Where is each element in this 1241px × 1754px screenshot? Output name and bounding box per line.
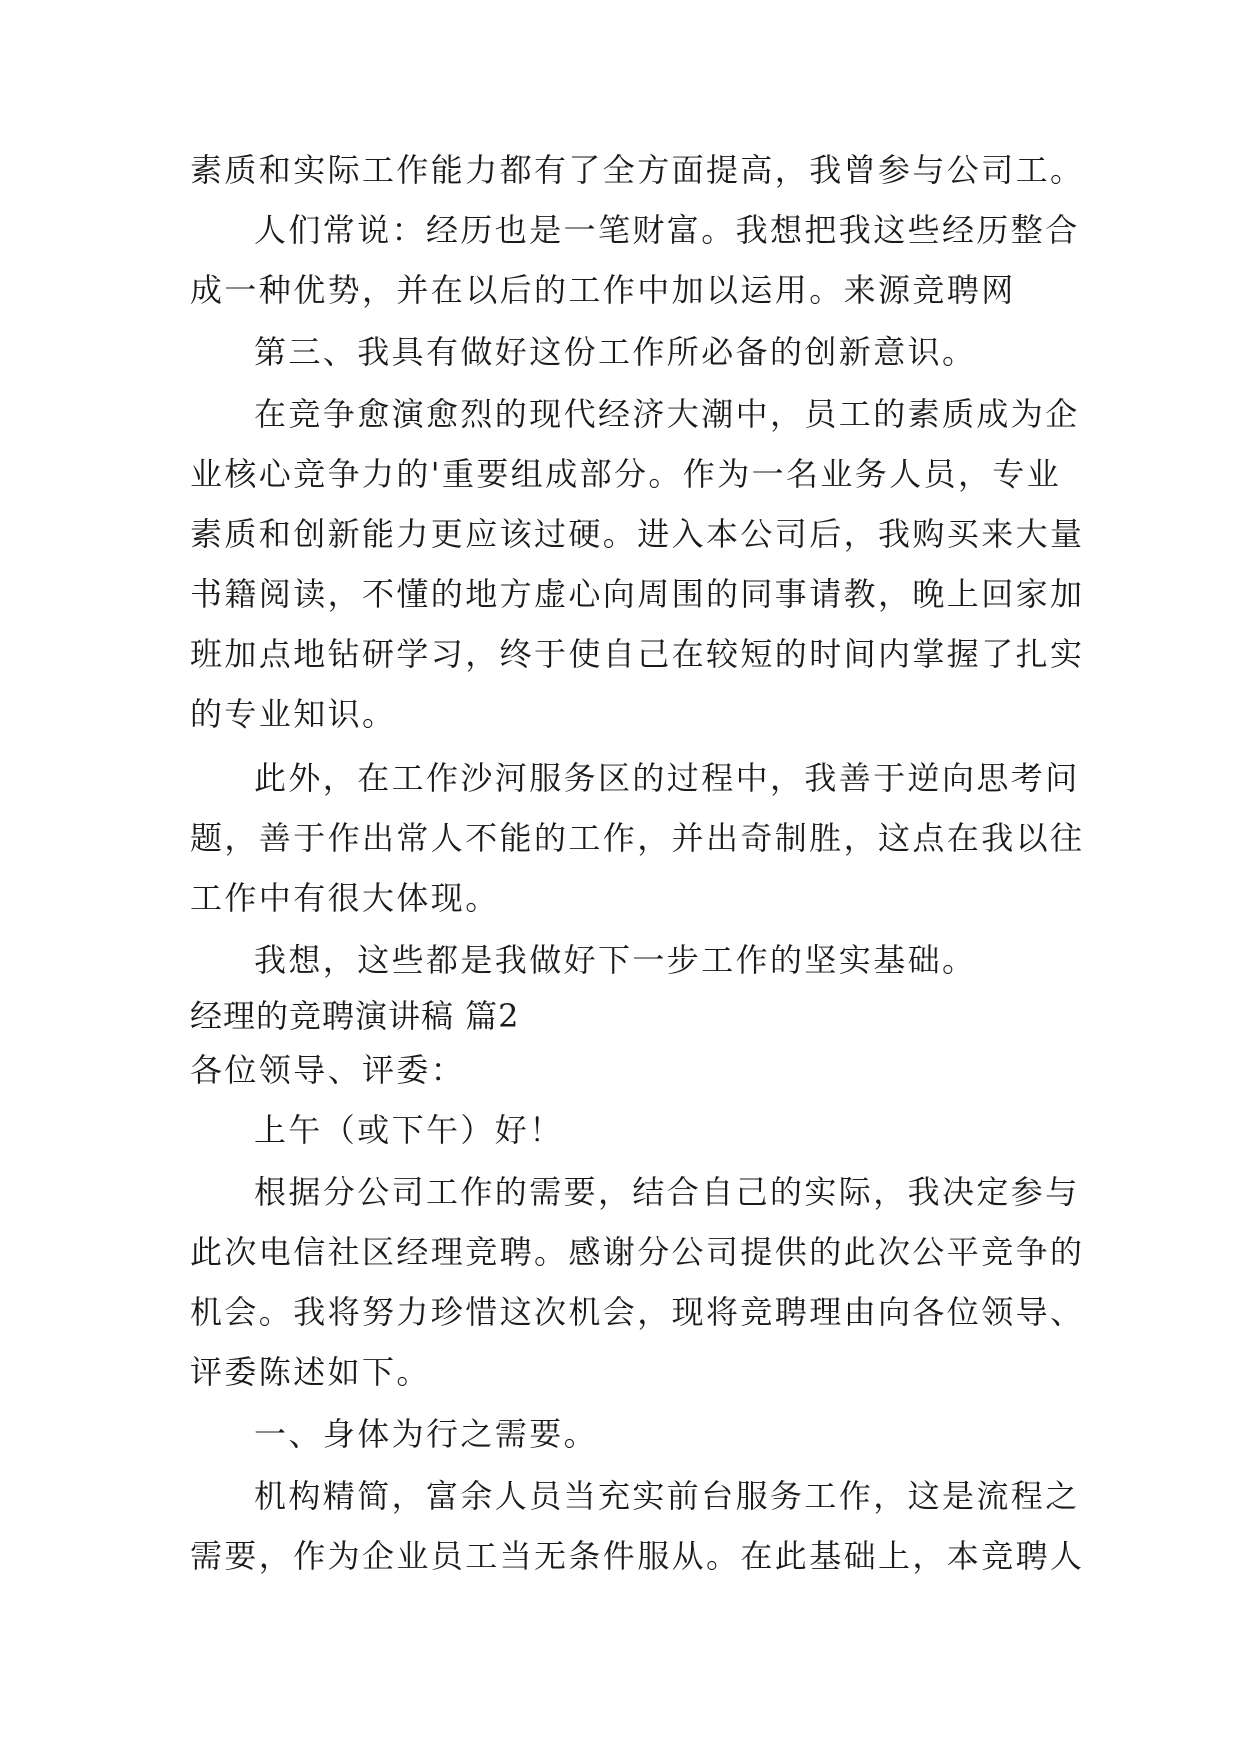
text-line: 机构精简，富余人员当充实前台服务工作，这是流程之 bbox=[254, 1477, 1080, 1515]
text-line: 一、身体为行之需要。 bbox=[254, 1415, 599, 1453]
text-line: 书籍阅读，不懂的地方虚心向周围的同事请教，晚上回家加 bbox=[190, 575, 1085, 613]
text-line: 成一种优势，并在以后的工作中加以运用。来源竞聘网 bbox=[190, 271, 1016, 309]
salutation: 各位领导、评委： bbox=[190, 1051, 466, 1089]
text-line: 评委陈述如下。 bbox=[190, 1353, 431, 1391]
text-line: 我想，这些都是我做好下一步工作的坚实基础。 bbox=[254, 941, 977, 979]
text-line: 在竞争愈演愈烈的现代经济大潮中，员工的素质成为企 bbox=[254, 395, 1080, 433]
text-line: 素质和实际工作能力都有了全方面提高，我曾参与公司工。 bbox=[190, 151, 1085, 189]
text-line: 业核心竞争力的'重要组成部分。作为一名业务人员，专业 bbox=[190, 455, 1062, 493]
text-line: 第三、我具有做好这份工作所必备的创新意识。 bbox=[254, 333, 977, 371]
text-line: 班加点地钻研学习，终于使自己在较短的时间内掌握了扎实 bbox=[190, 635, 1085, 673]
text-line: 需要，作为企业员工当无条件服从。在此基础上，本竞聘人 bbox=[190, 1537, 1085, 1575]
text-line: 机会。我将努力珍惜这次机会，现将竞聘理由向各位领导、 bbox=[190, 1293, 1085, 1331]
text-line: 工作中有很大体现。 bbox=[190, 879, 500, 917]
text-line: 题，善于作出常人不能的工作，并出奇制胜，这点在我以往 bbox=[190, 819, 1085, 857]
text-line: 此外，在工作沙河服务区的过程中，我善于逆向思考问 bbox=[254, 759, 1080, 797]
text-line: 根据分公司工作的需要，结合自己的实际，我决定参与 bbox=[254, 1173, 1080, 1211]
text-line: 人们常说：经历也是一笔财富。我想把我这些经历整合 bbox=[254, 211, 1080, 249]
text-line: 的专业知识。 bbox=[190, 695, 397, 733]
text-line: 素质和创新能力更应该过硬。进入本公司后，我购买来大量 bbox=[190, 515, 1085, 553]
section-heading: 经理的竞聘演讲稿 篇2 bbox=[190, 997, 520, 1035]
text-line: 此次电信社区经理竞聘。感谢分公司提供的此次公平竞争的 bbox=[190, 1233, 1085, 1271]
greeting: 上午（或下午）好！ bbox=[254, 1111, 564, 1149]
